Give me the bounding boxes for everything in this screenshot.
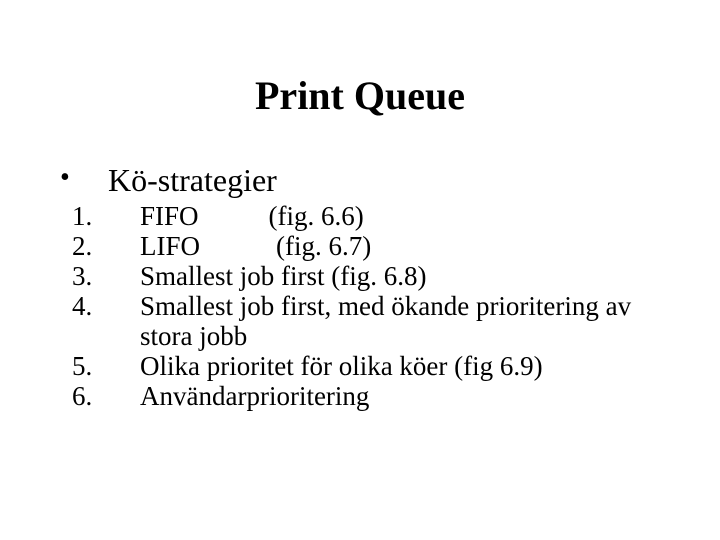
list-item-text: Användarprioritering <box>140 381 370 411</box>
list-item-label: FIFO <box>140 201 199 231</box>
list-item-text: Olika prioritet för olika köer (fig 6.9) <box>140 351 543 381</box>
list-item-label: LIFO <box>140 231 200 261</box>
list-item-ref: (fig. 6.7) <box>276 231 372 261</box>
list-item-number: 4. <box>72 291 93 321</box>
list-item-number: 6. <box>72 381 93 411</box>
slide-title: Print Queue <box>255 73 465 118</box>
list-item-number: 2. <box>72 231 93 261</box>
list-item <box>72 381 631 411</box>
list-item-number: 3. <box>72 261 93 291</box>
list-item <box>72 231 631 261</box>
list-item-text: Smallest job first (fig. 6.8) <box>140 261 427 291</box>
bullet-text: Kö-strategier <box>108 162 277 198</box>
list-item <box>72 261 631 291</box>
list-item-number: 1. <box>72 201 93 231</box>
bullet-marker: • <box>60 162 70 193</box>
list-item <box>72 351 631 381</box>
list-item-ref: (fig. 6.6) <box>268 201 364 231</box>
list-item-text: Smallest job first, med ökande prioritering av <box>140 291 632 321</box>
list-item-number: 5. <box>72 351 93 381</box>
list-item <box>72 291 631 321</box>
list-item-text-continued: stora jobb <box>140 321 248 351</box>
list-item-continuation <box>72 321 631 351</box>
strategy-list <box>72 201 631 411</box>
list-item <box>72 201 631 231</box>
